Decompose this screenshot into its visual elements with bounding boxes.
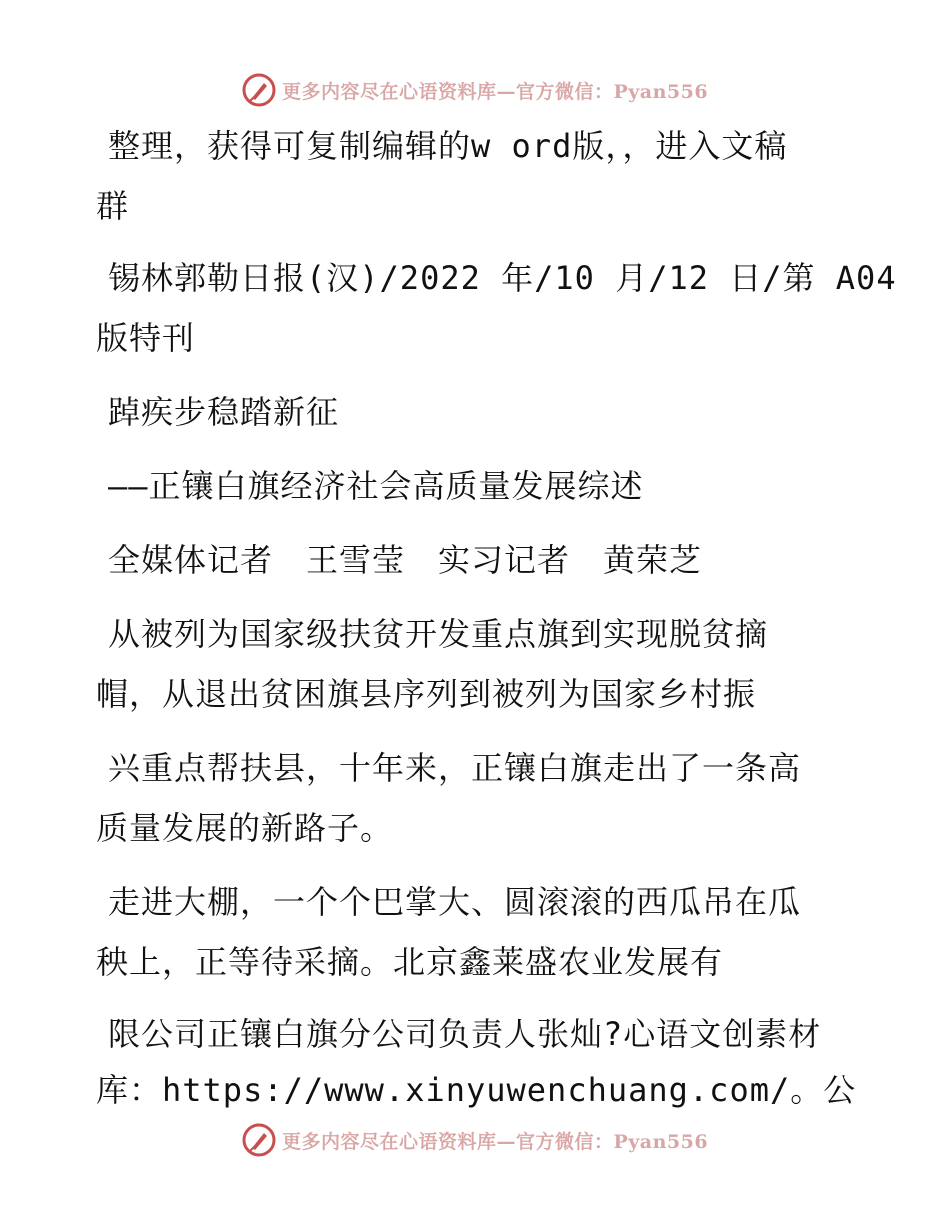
doc-line: 整理，获得可复制编辑的w ord版，，进入文稿	[108, 127, 788, 165]
doc-line: 锡林郭勒日报(汉)/2022 年/10 月/12 日/第 A04	[108, 259, 897, 297]
doc-line: ——正镶白旗经济社会高质量发展综述	[108, 467, 644, 505]
footer-banner	[0, 1122, 950, 1158]
doc-line: 质量发展的新路子。	[96, 809, 394, 847]
footer-banner-text: 更多内容尽在心语资料库—官方微信：Pyan556	[281, 1130, 709, 1153]
quill-logo-icon	[242, 1123, 276, 1157]
doc-line: 群	[96, 187, 130, 225]
doc-line: 全媒体记者 王雪莹 实习记者 黄荣芝	[108, 541, 703, 579]
doc-line: 帽，从退出贫困旗县序列到被列为国家乡村振	[96, 675, 757, 713]
footer-banner-inner	[242, 1123, 708, 1157]
doc-line: 限公司正镶白旗分公司负责人张灿?心语文创素材	[108, 1015, 822, 1053]
doc-line: 从被列为国家级扶贫开发重点旗到实现脱贫摘	[108, 615, 769, 653]
doc-line: 秧上，正等待采摘。北京鑫莱盛农业发展有	[96, 943, 724, 981]
doc-line: 库：https://www.xinyuwenchuang.com/。公	[96, 1071, 857, 1109]
header-banner-text: 更多内容尽在心语资料库—官方微信：Pyan556	[281, 80, 709, 103]
doc-line: 走进大棚，一个个巴掌大、圆滚滚的西瓜吊在瓜	[108, 883, 802, 921]
doc-line: 版特刊	[96, 319, 196, 357]
doc-line: 兴重点帮扶县，十年来，正镶白旗走出了一条高	[108, 749, 802, 787]
doc-line: 踔疾步稳踏新征	[108, 393, 340, 431]
